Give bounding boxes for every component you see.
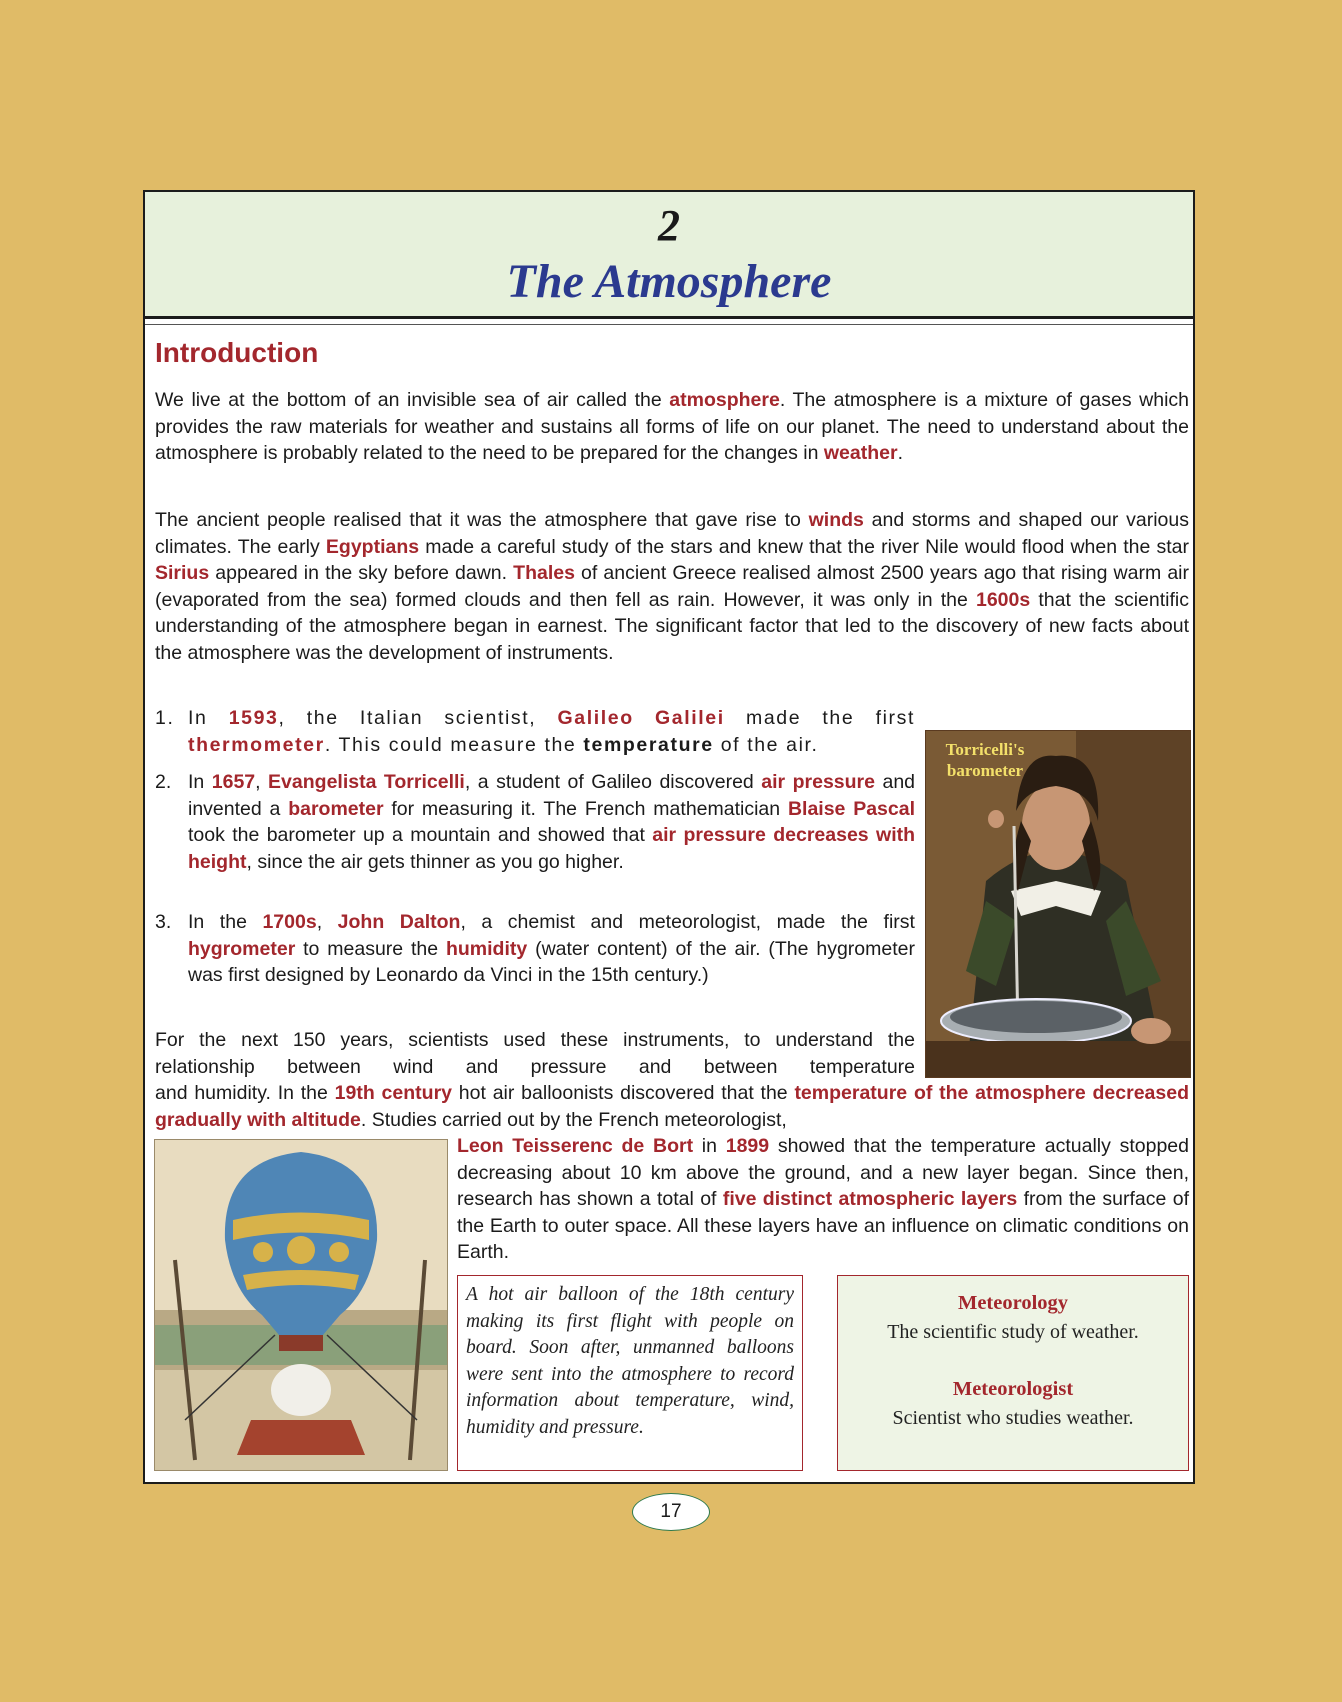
paragraph-4 xyxy=(457,1133,1189,1266)
text: of the air. xyxy=(713,733,819,756)
text: For the next 150 years, scientists used these instruments, to understand the relationship between wind and pressure and between temperature xyxy=(155,1029,915,1078)
text: made the first xyxy=(724,707,915,729)
keyword: Blaise Pascal xyxy=(787,797,916,820)
definition-term: Meteorology xyxy=(957,1292,1069,1314)
chapter-title: The Atmosphere xyxy=(506,255,832,308)
definition-text: Scientist who studies weather. xyxy=(892,1407,1134,1429)
torricelli-illustration xyxy=(925,730,1191,1078)
text: to measure the xyxy=(295,937,446,960)
page-number: 17 xyxy=(632,1493,710,1531)
page xyxy=(143,190,1195,1484)
text: for measuring it. The French mathematician xyxy=(383,797,788,820)
keyword: temperature xyxy=(583,733,714,756)
hot-air-balloon-illustration xyxy=(154,1139,448,1471)
keyword: weather xyxy=(823,442,898,464)
torricelli-caption: Torricelli's barometer xyxy=(945,740,1025,780)
keyword: Leon Teisserenc de Bort xyxy=(457,1135,694,1157)
text: and invented a xyxy=(188,771,916,820)
text: (water content) of the air. (The hygrometer was first designed by Leonardo da Vinci in the 15th century.) xyxy=(188,937,915,986)
text: that the scientific understanding of the atmosphere began in earnest. The significant factor that led to the discovery of new facts about the atmosphere was the development of instruments. xyxy=(155,588,1189,664)
chapter-number: 2 xyxy=(658,201,680,250)
keyword: 1700s xyxy=(262,911,317,933)
keyword: 1593 xyxy=(228,707,279,729)
text: . xyxy=(897,442,903,464)
text: , xyxy=(255,771,269,793)
text: took the barometer up a mountain and showed that xyxy=(188,824,653,846)
text: In the xyxy=(188,911,263,933)
text: and storms and shaped our various climates. The early xyxy=(155,509,1189,558)
text: appeared in the sky before dawn. xyxy=(209,562,514,584)
text: in xyxy=(693,1135,726,1157)
definition-text: The scientific study of weather. xyxy=(887,1321,1139,1343)
keyword: barometer xyxy=(288,797,384,820)
text: hot air balloonists discovered that the xyxy=(452,1082,795,1104)
text: made a careful study of the stars and knew that the river Nile would flood when the star xyxy=(419,535,1189,558)
chapter-header xyxy=(145,192,1193,319)
text: . Studies carried out by the French meteorologist, xyxy=(360,1108,787,1131)
text: from the surface of the Earth to outer space. All these layers have an influence on climatic conditions on Earth. xyxy=(457,1188,1189,1263)
keyword: humidity xyxy=(445,937,528,960)
text: The ancient people realised that it was the atmosphere that gave rise to xyxy=(155,509,809,531)
text: , xyxy=(316,911,338,933)
paragraph-3a xyxy=(155,1027,915,1080)
text: , since the air gets thinner as you go higher. xyxy=(246,850,624,873)
keyword: air pressure decreases with height xyxy=(188,824,916,873)
keyword: Sirius xyxy=(155,562,210,584)
keyword: winds xyxy=(808,509,864,531)
text: of ancient Greece realised almost 2500 years ago that rising warm air (evaporated from the sea) formed clouds and then fell as rain. However, it was only in the xyxy=(155,562,1189,611)
list-item xyxy=(155,769,916,875)
list-number: 2. xyxy=(155,771,172,793)
text: . This could measure the xyxy=(324,733,584,756)
balloon-figure xyxy=(155,1140,447,1470)
list-item xyxy=(155,909,915,989)
balloon-caption-box xyxy=(457,1275,803,1471)
balloon-caption: A hot air balloon of the 18th century making its first flight with people on board. Soon after, unmanned balloons were sent into the atmosphere to record information about temperature, wind, humidity and pressure. xyxy=(466,1284,794,1438)
text: , a student of Galileo discovered xyxy=(464,771,762,793)
keyword: 19th century xyxy=(334,1082,453,1104)
definitions-box xyxy=(837,1275,1189,1471)
list-item xyxy=(155,705,915,758)
keyword: 1657 xyxy=(211,771,256,793)
keyword: air pressure xyxy=(761,771,875,793)
keyword: John Dalton xyxy=(337,911,461,933)
keyword: Evangelista Torricelli xyxy=(268,771,465,793)
keyword: 1899 xyxy=(725,1135,770,1157)
paragraph-2 xyxy=(155,507,1189,666)
section-heading: Introduction xyxy=(155,337,319,368)
keyword: temperature of the atmosphere decreased gradually with altitude xyxy=(155,1082,1189,1131)
text: We live at the bottom of an invisible sea of air called the xyxy=(155,389,670,411)
keyword: atmosphere xyxy=(669,389,780,411)
text: showed that the temperature actually stopped decreasing about 10 km above the ground, and a new layer began. Since then, research has shown a total of xyxy=(457,1135,1189,1210)
list-number: 3. xyxy=(155,911,172,933)
text: . The atmosphere is a mixture of gases which provides the raw materials for weather and sustains all forms of life on our planet. The need to understand about the atmosphere is probably related to the need to be prepared for the changes in xyxy=(155,389,1189,464)
text: , the Italian scientist, xyxy=(278,707,558,729)
text: and humidity. In the xyxy=(155,1082,335,1104)
keyword: Galileo Galilei xyxy=(557,707,725,729)
definition-term: Meteorologist xyxy=(952,1378,1074,1400)
list-number: 1. xyxy=(155,707,175,729)
text: In xyxy=(188,771,212,793)
paragraph-1 xyxy=(155,387,1189,467)
keyword: Egyptians xyxy=(325,535,420,558)
torricelli-figure xyxy=(926,731,1190,1077)
keyword: 1600s xyxy=(975,588,1031,611)
keyword: five distinct atmospheric layers xyxy=(722,1188,1018,1210)
paragraph-3b xyxy=(155,1080,1189,1133)
text: , a chemist and meteorologist, made the first xyxy=(460,911,915,933)
keyword: thermometer xyxy=(188,733,325,756)
header-divider xyxy=(145,324,1193,325)
keyword: Thales xyxy=(513,562,575,584)
text: In xyxy=(188,707,229,729)
keyword: hygrometer xyxy=(188,937,296,960)
